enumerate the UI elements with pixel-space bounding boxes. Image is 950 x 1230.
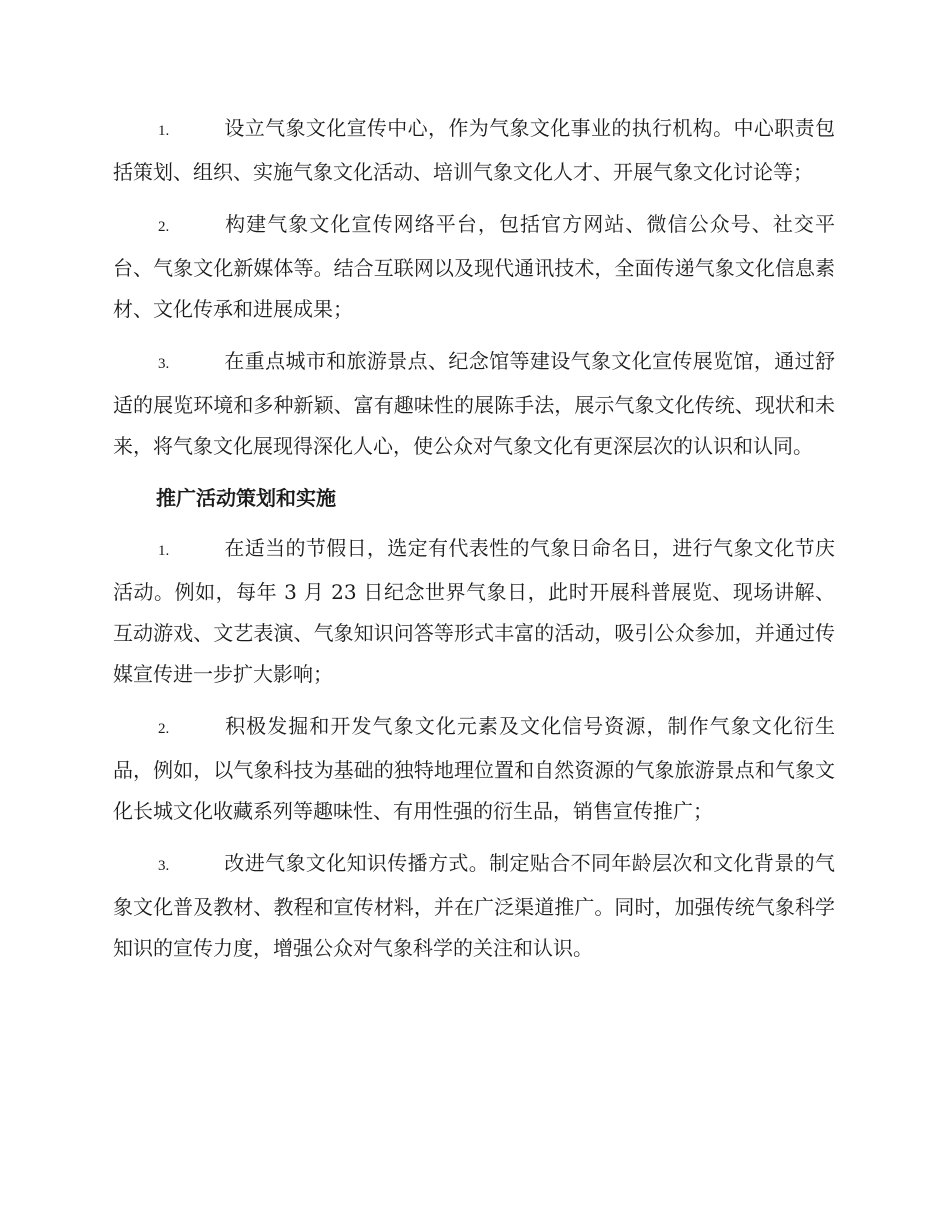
list-number: 2. (158, 219, 170, 235)
list-text: 改进气象文化知识传播方式。制定贴合不同年龄层次和文化背景的气象文化普及教材、教程和宣传材料，并在广泛渠道推广。同时，加强传统气象科学知识的宣传力度，增强公众对气象科学的关注和认识。 (113, 851, 835, 960)
list-item-1-2 (113, 204, 835, 330)
list-item-2-1 (113, 528, 835, 695)
list-text: 积极发掘和开发气象文化元素及文化信号资源，制作气象文化衍生品，例如，以气象科技为基础的独特地理位置和自然资源的气象旅游景点和气象文化长城文化收藏系列等趣味性、有用性强的衍生品，销售宣传推广； (113, 714, 835, 823)
list-text: 在重点城市和旅游景点、纪念馆等建设气象文化宣传展览馆，通过舒适的展览环境和多种新颖、富有趣味性的展陈手法，展示气象文化传统、现状和未来，将气象文化展现得深化人心，使公众对气象文化有更深层次的认识和认同。 (113, 349, 835, 458)
list-item-2-3 (113, 843, 835, 969)
list-item-1-3 (113, 341, 835, 467)
list-text: 构建气象文化宣传网络平台，包括官方网站、微信公众号、社交平台、气象文化新媒体等。结合互联网以及现代通讯技术，全面传递气象文化信息素材、文化传承和进展成果； (113, 212, 835, 321)
list-number: 1. (158, 543, 170, 559)
list-number: 3. (158, 858, 170, 874)
list-text: 在适当的节假日，选定有代表性的气象日命名日，进行气象文化节庆活动。例如，每年 3 月 23 日纪念世界气象日，此时开展科普展览、现场讲解、互动游戏、文艺表演、气象知识问答等形式丰富的活动，吸引公众参加，并通过传媒宣传进一步扩大影响； (113, 536, 835, 686)
list-number: 2. (158, 721, 170, 737)
list-number: 3. (158, 356, 170, 372)
list-item-1-1 (113, 108, 835, 193)
section-heading: 推广活动策划和实施 (156, 486, 336, 510)
document-page (113, 108, 835, 980)
list-item-2-2 (113, 706, 835, 832)
list-text: 设立气象文化宣传中心，作为气象文化事业的执行机构。中心职责包括策划、组织、实施气象文化活动、培训气象文化人才、开展气象文化讨论等； (113, 116, 835, 184)
list-number: 1. (158, 123, 170, 139)
